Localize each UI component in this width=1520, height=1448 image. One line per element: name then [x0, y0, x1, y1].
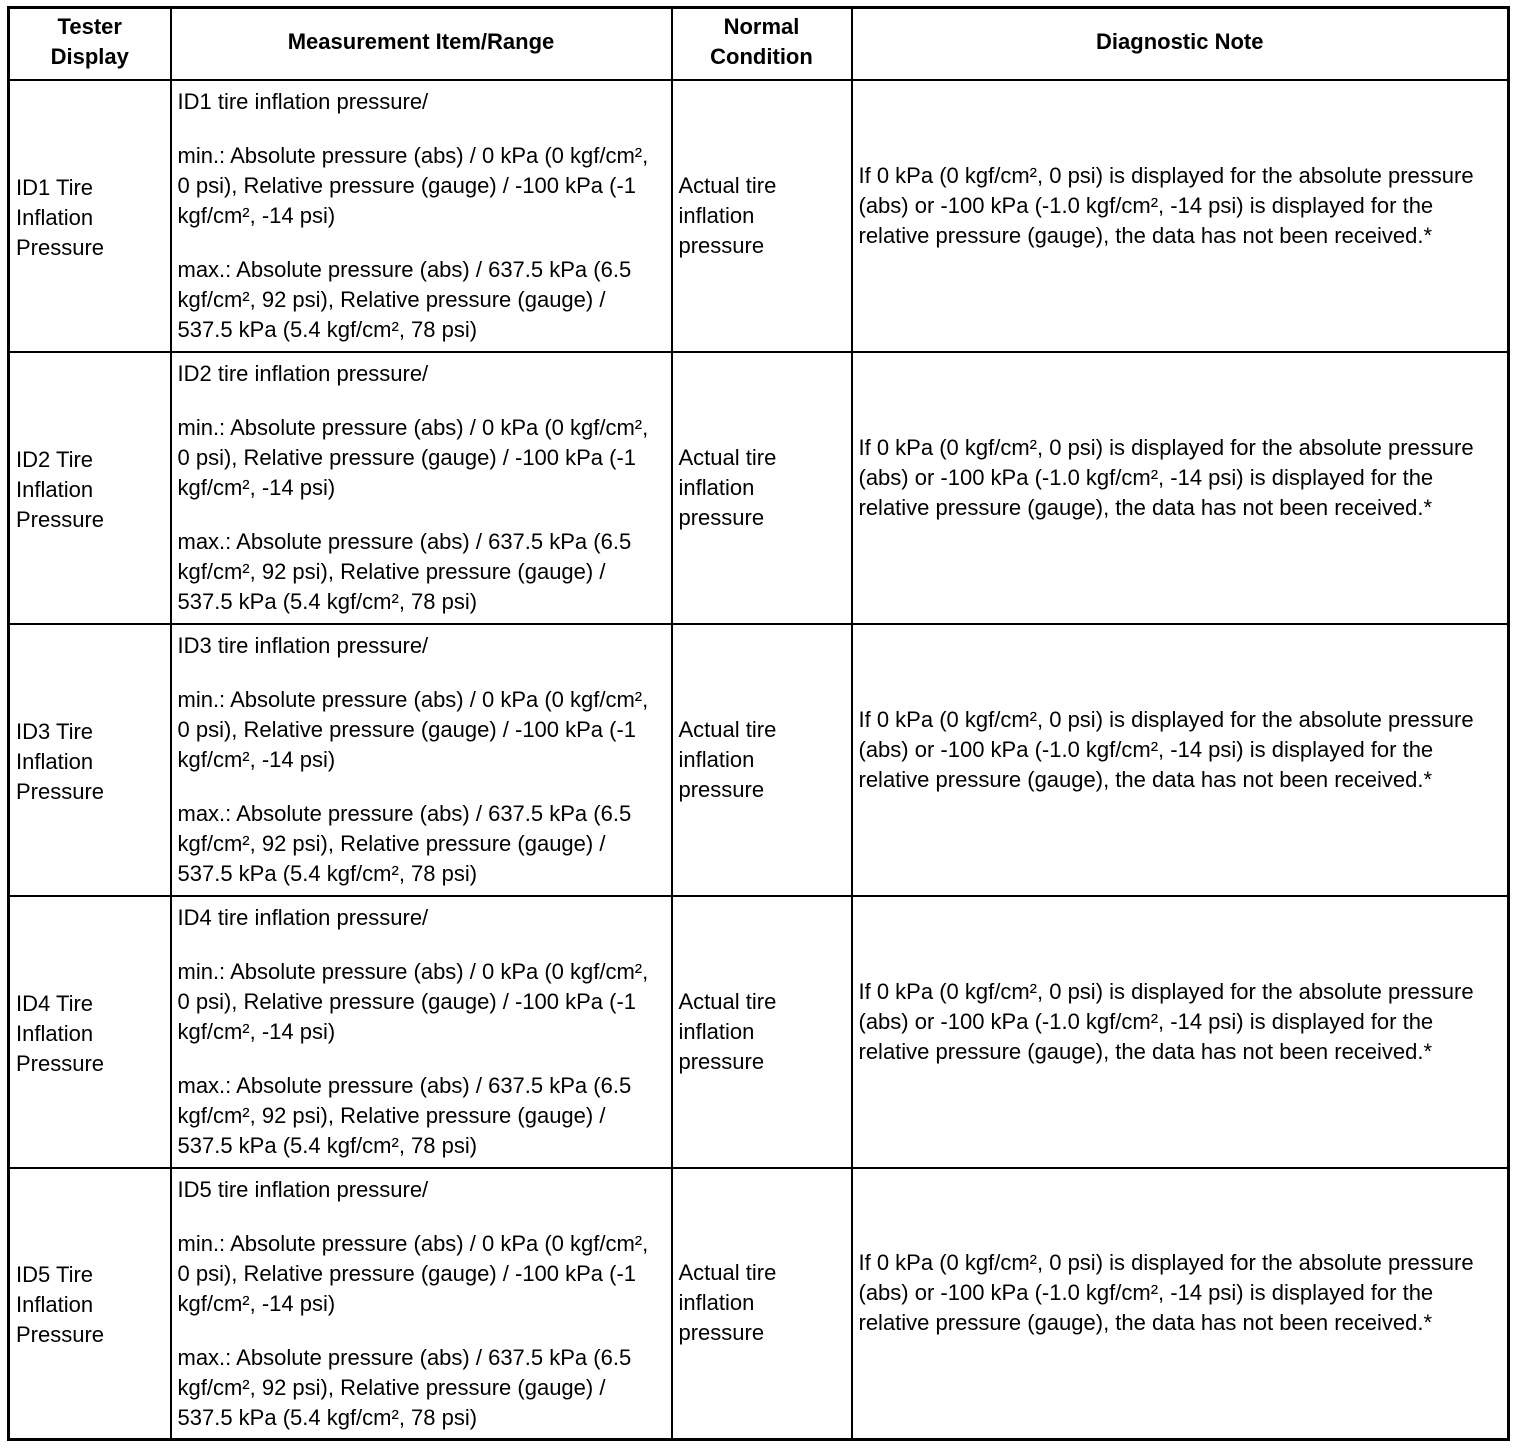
measurement-item: ID1 tire inflation pressure/	[177, 88, 429, 114]
measurement-range-cell	[171, 1168, 672, 1440]
table-row	[9, 352, 1509, 624]
header-normal-condition: Normal Condition	[672, 8, 852, 80]
measurement-min: min.: Absolute pressure (abs) / 0 kPa (0 kgf/cm², 0 psi), Relative pressure (gauge) / -100 kPa (-1 kgf/cm², -14 psi)	[177, 414, 649, 500]
measurement-item: ID5 tire inflation pressure/	[177, 1176, 429, 1202]
measurement-min: min.: Absolute pressure (abs) / 0 kPa (0 kgf/cm², 0 psi), Relative pressure (gauge) / -100 kPa (-1 kgf/cm², -14 psi)	[177, 958, 649, 1044]
diagnostic-note-cell: If 0 kPa (0 kgf/cm², 0 psi) is displayed for the absolute pressure (abs) or -100 kPa (-1.0 kgf/cm², -14 psi) is displayed for the relative pressure (gauge), the data has not been received.*	[852, 624, 1509, 896]
diagnostic-note-cell: If 0 kPa (0 kgf/cm², 0 psi) is displayed for the absolute pressure (abs) or -100 kPa (-1.0 kgf/cm², -14 psi) is displayed for the relative pressure (gauge), the data has not been received.*	[852, 352, 1509, 624]
measurement-max: max.: Absolute pressure (abs) / 637.5 kPa (6.5 kgf/cm², 92 psi), Relative pressure (gauge) / 537.5 kPa (5.4 kgf/cm², 78 psi)	[177, 256, 632, 342]
diagnostic-note-cell: If 0 kPa (0 kgf/cm², 0 psi) is displayed for the absolute pressure (abs) or -100 kPa (-1.0 kgf/cm², -14 psi) is displayed for the relative pressure (gauge), the data has not been received.*	[852, 896, 1509, 1168]
table-row	[9, 80, 1509, 352]
normal-condition-cell: Actual tire inflation pressure	[672, 80, 852, 352]
measurement-max: max.: Absolute pressure (abs) / 637.5 kPa (6.5 kgf/cm², 92 psi), Relative pressure (gauge) / 537.5 kPa (5.4 kgf/cm², 78 psi)	[177, 800, 632, 886]
diagnostic-note-cell: If 0 kPa (0 kgf/cm², 0 psi) is displayed for the absolute pressure (abs) or -100 kPa (-1.0 kgf/cm², -14 psi) is displayed for the relative pressure (gauge), the data has not been received.*	[852, 1168, 1509, 1440]
tester-display-cell: ID5 Tire Inflation Pressure	[9, 1168, 171, 1440]
measurement-min: min.: Absolute pressure (abs) / 0 kPa (0 kgf/cm², 0 psi), Relative pressure (gauge) / -100 kPa (-1 kgf/cm², -14 psi)	[177, 1230, 649, 1316]
measurement-range-cell	[171, 896, 672, 1168]
measurement-range-cell	[171, 80, 672, 352]
normal-condition-cell: Actual tire inflation pressure	[672, 896, 852, 1168]
header-tester-display: Tester Display	[9, 8, 171, 80]
measurement-range-cell	[171, 624, 672, 896]
normal-condition-cell: Actual tire inflation pressure	[672, 1168, 852, 1440]
table-row	[9, 624, 1509, 896]
normal-condition-cell: Actual tire inflation pressure	[672, 624, 852, 896]
header-measurement-range: Measurement Item/Range	[171, 8, 672, 80]
measurement-item: ID4 tire inflation pressure/	[177, 904, 429, 930]
tester-display-cell: ID2 Tire Inflation Pressure	[9, 352, 171, 624]
measurement-min: min.: Absolute pressure (abs) / 0 kPa (0 kgf/cm², 0 psi), Relative pressure (gauge) / -100 kPa (-1 kgf/cm², -14 psi)	[177, 142, 649, 228]
tester-display-cell: ID1 Tire Inflation Pressure	[9, 80, 171, 352]
normal-condition-cell: Actual tire inflation pressure	[672, 352, 852, 624]
measurement-range-cell	[171, 352, 672, 624]
measurement-item: ID2 tire inflation pressure/	[177, 360, 429, 386]
measurement-max: max.: Absolute pressure (abs) / 637.5 kPa (6.5 kgf/cm², 92 psi), Relative pressure (gauge) / 537.5 kPa (5.4 kgf/cm², 78 psi)	[177, 528, 632, 614]
measurement-max: max.: Absolute pressure (abs) / 637.5 kPa (6.5 kgf/cm², 92 psi), Relative pressure (gauge) / 537.5 kPa (5.4 kgf/cm², 78 psi)	[177, 1072, 632, 1158]
tester-display-cell: ID3 Tire Inflation Pressure	[9, 624, 171, 896]
tester-display-cell: ID4 Tire Inflation Pressure	[9, 896, 171, 1168]
measurement-max: max.: Absolute pressure (abs) / 637.5 kPa (6.5 kgf/cm², 92 psi), Relative pressure (gauge) / 537.5 kPa (5.4 kgf/cm², 78 psi)	[177, 1344, 632, 1430]
table-row	[9, 1168, 1509, 1440]
measurement-item: ID3 tire inflation pressure/	[177, 632, 429, 658]
measurement-min: min.: Absolute pressure (abs) / 0 kPa (0 kgf/cm², 0 psi), Relative pressure (gauge) / -100 kPa (-1 kgf/cm², -14 psi)	[177, 686, 649, 772]
header-diagnostic-note: Diagnostic Note	[852, 8, 1509, 80]
data-list-table	[7, 6, 1510, 1441]
table-row	[9, 896, 1509, 1168]
header-row	[9, 8, 1509, 80]
diagnostic-note-cell: If 0 kPa (0 kgf/cm², 0 psi) is displayed for the absolute pressure (abs) or -100 kPa (-1.0 kgf/cm², -14 psi) is displayed for the relative pressure (gauge), the data has not been received.*	[852, 80, 1509, 352]
